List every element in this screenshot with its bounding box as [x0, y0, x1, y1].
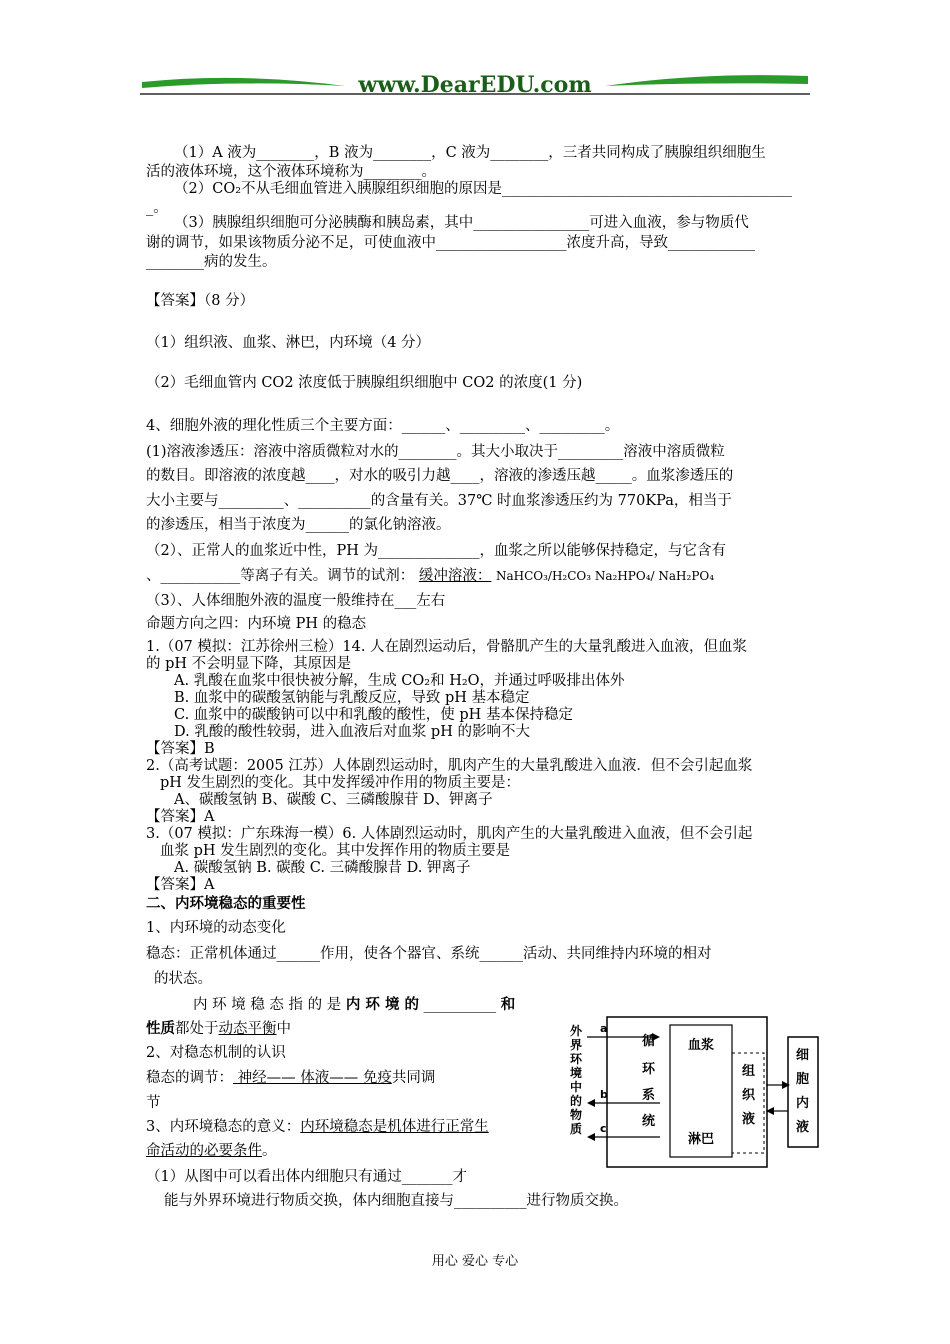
q3-line1: （3）胰腺组织细胞可分泌胰酶和胰岛素，其中________________可进入血液，参与物质代: [174, 215, 749, 231]
significance-text-2: 命活动的必要条件: [146, 1143, 262, 1159]
site-logo-text: www.DearEDU.com: [358, 72, 592, 98]
lymph-label: 淋巴: [688, 1132, 715, 1147]
q1-line1: （1）A 液为________，B 液为________，C 液为________，三者共同构成了胰腺组织细胞生: [174, 145, 766, 161]
mcq1-answer: 【答案】B: [146, 741, 215, 757]
mcq1-option-a: A. 乳酸在血浆中很快被分解，生成 CO₂和 H₂O，并通过呼吸排出体外: [174, 673, 625, 689]
ph-line1: （2）、正常人的血浆近中性，PH 为______________，血浆之所以能够保持稳定，与它含有: [146, 543, 726, 559]
mcq2-stem2: pH 发生剧烈的变化。其中发挥缓冲作用的物质主要是：: [160, 775, 521, 791]
mcq1-option-b: B. 血浆中的碳酸氢钠能与乳酸反应，导致 pH 基本稳定: [174, 690, 530, 706]
significance-prefix: 3、内环境稳态的意义：: [146, 1119, 301, 1135]
arrow-c-label: c: [600, 1122, 607, 1135]
mcq3-stem2: 血浆 pH 发生剧烈的变化。其中发挥作用的物质主要是: [160, 843, 511, 859]
section-direction-4: 命题方向之四：内环境 PH 的稳态: [146, 616, 367, 632]
circulation-system-label: 循环系统: [642, 1034, 656, 1129]
ph-ions: 、___________等离子有关。调节的试剂：: [146, 568, 415, 584]
section-2-2: 2、对稳态机制的认识: [146, 1045, 286, 1061]
osmosis-line1: (1)溶液渗透压：溶液中溶质微粒对水的________。其大小取决于_________溶液中溶质微粒: [146, 444, 725, 460]
mcq2-options: A、碳酸氢钠 B、碳酸 C、三磷酸腺苷 D、钾离子: [174, 792, 493, 808]
page-footer: 用心 爱心 专心: [431, 1254, 519, 1269]
item4-heading: 4、细胞外液的理化性质三个主要方面：______、_________、_________。: [146, 418, 620, 434]
osmosis-line3: 大小主要与_________、__________的含量有关。37℃ 时血浆渗透压约为 770KPa，相当于: [146, 493, 732, 509]
homeostasis-meaning-2: [146, 1020, 291, 1038]
plasma-label: 血浆: [688, 1038, 715, 1053]
significance-line2: 命活动的必要条件。: [146, 1143, 277, 1159]
meaning-blank: __________: [419, 997, 501, 1013]
mcq3-options: A. 碳酸氢钠 B. 碳酸 C. 三磷酸腺昔 D. 钾离子: [174, 860, 471, 876]
homeostasis-def-2: 的状态。: [154, 971, 212, 987]
q2-line2: _。: [146, 200, 168, 216]
buffer-pairs: NaHCO₃/H₂CO₃ Na₂HPO₄/ NaH₂PO₄: [495, 569, 715, 583]
mcq3-answer: 【答案】A: [146, 877, 215, 893]
section-2-title: 二、内环境稳态的重要性: [146, 895, 306, 912]
header-logo-banner: [140, 68, 810, 104]
intracellular-fluid-label: 细胞内液: [796, 1048, 810, 1135]
figure-question-1: （1）从图中可以看出体内细胞只有通过_______才: [146, 1169, 467, 1185]
arrow-a-label: a: [600, 1022, 608, 1035]
meaning-property: 性质: [146, 1020, 175, 1037]
temperature-line: （3）、人体细胞外液的温度一般维持在___左右: [146, 593, 446, 609]
osmosis-line4: 的渗透压，相当于浓度为______的氯化钠溶液。: [146, 517, 451, 533]
meaning-end: 中: [276, 1021, 291, 1037]
mcq3-stem1: 3.（07 模拟：广东珠海一模）6. 人体剧烈运动时，肌肉产生的大量乳酸进入血液，但不会引起: [146, 826, 753, 842]
homeostasis-def-1: 稳态：正常机体通过______作用，使各个器官、系统______活动、共同维持内环境的相对: [146, 946, 712, 962]
meaning-bold: 内 环 境 的: [345, 996, 420, 1013]
internal-environment-diagram: [562, 1015, 824, 1173]
answer-1: （1）组织液、血浆、淋巴，内环境（4 分）: [146, 335, 431, 351]
buffer-label: 缓冲溶液：: [418, 568, 492, 584]
q3-line3: ________病的发生。: [146, 254, 277, 270]
significance-line1: [146, 1118, 489, 1136]
outer-environment-label: 外界环境中的物质: [570, 1024, 583, 1136]
mcq1-stem1: 1.（07 模拟：江苏徐州三检）14. 人在剧烈运动后，骨骼肌产生的大量乳酸进入血液，但血浆: [146, 639, 748, 655]
osmosis-line2: 的数目。即溶液的浓度越____，对水的吸引力越____，溶液的渗透压越_____。血浆渗透压的: [146, 468, 734, 484]
mcq1-option-c: C. 血浆中的碳酸钠可以中和乳酸的酸性，使 pH 基本保持稳定: [174, 707, 573, 723]
tissue-fluid-label: 组织液: [742, 1064, 756, 1127]
q2-line1: （2）CO₂不从毛细血管进入胰腺组织细胞的原因是________________________________________: [174, 181, 793, 197]
mcq1-option-d: D. 乳酸的酸性较弱，进入血液后对血浆 pH 的影响不大: [174, 724, 530, 740]
arrow-b-label: b: [600, 1088, 608, 1101]
regulation-line2: 节: [146, 1095, 161, 1111]
mcq2-answer: 【答案】A: [146, 809, 215, 825]
ph-line2: [146, 567, 714, 585]
answer-2: （2）毛细血管内 CO2 浓度低于胰腺组织细胞中 CO2 的浓度(1 分): [146, 375, 583, 391]
meaning-all: 都处于: [175, 1021, 219, 1037]
mcq1-stem2: 的 pH 不会明显下降，其原因是: [146, 656, 352, 672]
meaning-and: 和: [500, 996, 516, 1013]
section-2-1: 1、内环境的动态变化: [146, 920, 286, 936]
figure-question-2: 能与外界环境进行物质交换，体内细胞直接与__________进行物质交换。: [164, 1193, 628, 1209]
answer-header: 【答案】（8 分）: [146, 293, 255, 309]
homeostasis-meaning-1: [193, 996, 515, 1014]
meaning-dynamic: 动态平衡: [218, 1021, 277, 1037]
q3-line2: 谢的调节，如果该物质分泌不足，可使血液中__________________浓度升高，导致____________: [146, 235, 755, 251]
significance-text: 内环境稳态是机体进行正常生: [300, 1119, 489, 1135]
regulation-prefix: 稳态的调节：: [146, 1070, 233, 1086]
regulation-suffix: 共同调: [391, 1070, 436, 1086]
regulation-line: [146, 1069, 435, 1087]
mcq2-stem1: 2.（高考试题：2005 江苏）人体剧烈运动时，肌肉产生的大量乳酸进入血液．但不会引起血浆: [146, 758, 753, 774]
q1-line2: 活的液体环境，这个液体环境称为________。: [146, 164, 436, 180]
meaning-prefix: 内 环 境 稳 态 指 的 是: [193, 997, 346, 1013]
regulation-network: 神经—— 体液—— 免疫: [233, 1070, 392, 1086]
